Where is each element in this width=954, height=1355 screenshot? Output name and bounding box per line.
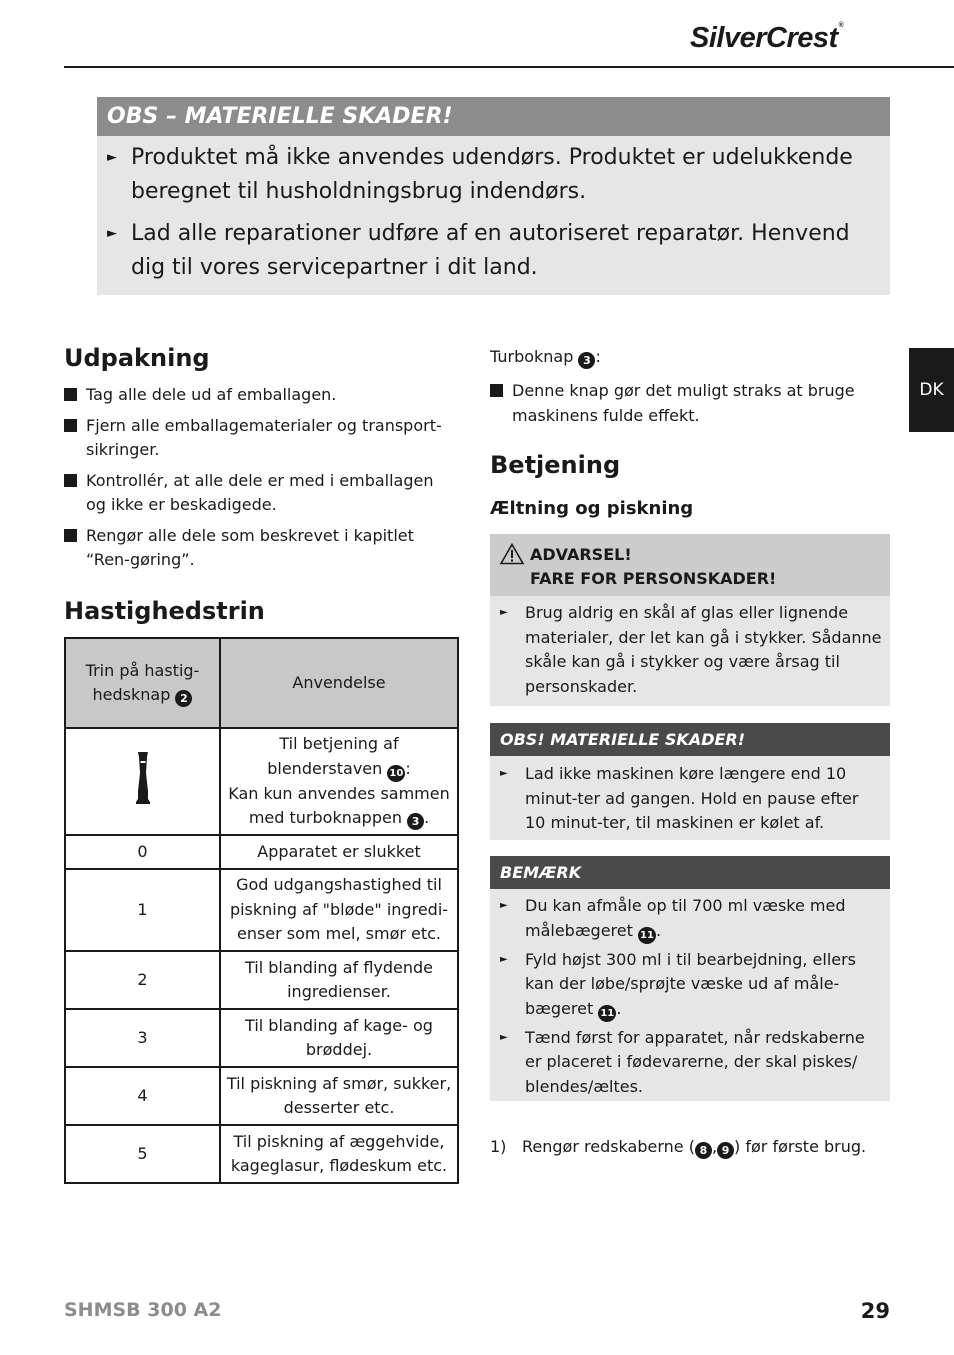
speed-table bbox=[64, 637, 459, 1184]
page-number: 29 bbox=[860, 1299, 890, 1323]
notice-item: ► Lad ikke maskinen køre længere end 10 minut-ter ad gangen. Hold en pause efter 10 minut-ter, til maskinen er kølet af. bbox=[490, 762, 890, 836]
header-rule bbox=[64, 66, 954, 68]
table-row bbox=[65, 1067, 458, 1125]
warning-material-damage bbox=[97, 97, 890, 295]
note-item: ► Tænd først for apparatet, når redskaberne er placeret i fødevarerne, der skal piskes/ blendes/æltes. bbox=[490, 1026, 890, 1100]
bullet-icon bbox=[64, 529, 77, 542]
table-cell bbox=[65, 728, 220, 835]
arrow-icon: ► bbox=[500, 900, 508, 911]
list-item: Rengør alle dele som beskrevet i kapitlet “Ren-gøring”. bbox=[64, 524, 454, 573]
list-item: Tag alle dele ud af emballagen. bbox=[64, 383, 454, 408]
table-row bbox=[65, 951, 458, 1009]
table-cell: 4 bbox=[65, 1067, 220, 1125]
notice-title: OBS! MATERIELLE SKADER! bbox=[490, 723, 890, 756]
arrow-icon: ► bbox=[500, 607, 508, 618]
table-cell: Til blanding af flydende ingredienser. bbox=[220, 951, 458, 1009]
table-row bbox=[65, 1009, 458, 1067]
section-title-speed: Hastighedstrin bbox=[64, 597, 265, 625]
table-cell: Til piskning af smør, sukker, desserter etc. bbox=[220, 1067, 458, 1125]
table-header: Trin på hastig- hedsknap 2 bbox=[65, 638, 220, 728]
hand-blender-icon bbox=[134, 751, 152, 805]
warning-header: ADVARSEL! FARE FOR PERSONSKADER! bbox=[490, 534, 890, 596]
table-row bbox=[65, 869, 458, 951]
warning-item: ► Brug aldrig en skål af glas eller lignende materialer, der let kan gå i stykker. Sådanne skåle kan gå i stykker og være årsag til personskader. bbox=[490, 601, 890, 699]
section-title-unpacking: Udpakning bbox=[64, 344, 210, 372]
note-box bbox=[490, 856, 890, 1101]
warning-triangle-icon bbox=[500, 543, 524, 565]
table-row bbox=[65, 835, 458, 869]
table-cell: 3 bbox=[65, 1009, 220, 1067]
arrow-icon: ► bbox=[500, 768, 508, 779]
subsection-title: Æltning og piskning bbox=[490, 498, 694, 519]
table-header: Anvendelse bbox=[220, 638, 458, 728]
turbo-list bbox=[490, 379, 870, 434]
bullet-icon bbox=[64, 419, 77, 432]
step-1: 1) Rengør redskaberne ( 8 , 9 ) før første brug. bbox=[490, 1137, 867, 1157]
list-item: Fjern alle emballagematerialer og transport-sikringer. bbox=[64, 414, 454, 463]
table-cell: Til blanding af kage- og brøddej. bbox=[220, 1009, 458, 1067]
note-item: ► Du kan afmåle op til 700 ml væske med målebægeret 11 . bbox=[490, 894, 890, 944]
warning-item: ► Lad alle reparationer udføre af en autoriseret reparatør. Henvend dig til vores servicepartner i dit land. bbox=[107, 217, 880, 285]
arrow-icon: ► bbox=[107, 226, 117, 241]
bullet-icon bbox=[64, 388, 77, 401]
warning-title: OBS – MATERIELLE SKADER! bbox=[97, 97, 890, 136]
table-cell: 2 bbox=[65, 951, 220, 1009]
brand-logo: SilverCrest® bbox=[690, 22, 844, 54]
table-cell: God udgangshastighed til piskning af "bløde" ingredi-enser som mel, smør etc. bbox=[220, 869, 458, 951]
table-cell: 0 bbox=[65, 835, 220, 869]
list-item: Kontrollér, at alle dele er med i emballagen og ikke er beskadigede. bbox=[64, 469, 454, 518]
table-cell: Apparatet er slukket bbox=[220, 835, 458, 869]
list-item: Denne knap gør det muligt straks at bruge maskinens fulde effekt. bbox=[490, 379, 870, 428]
language-tab: DK bbox=[909, 348, 954, 432]
warning-personal-injury bbox=[490, 534, 890, 706]
warning-item: ► Produktet må ikke anvendes udendørs. Produktet er udelukkende beregnet til husholdningsbrug indendørs. bbox=[107, 141, 880, 209]
table-row bbox=[65, 728, 458, 835]
note-item: ► Fyld højst 300 ml i til bearbejdning, ellers kan der løbe/sprøjte væske ud af måle-bægeret 11 . bbox=[490, 948, 890, 1022]
arrow-icon: ► bbox=[500, 1031, 508, 1043]
table-row bbox=[65, 1125, 458, 1183]
arrow-icon: ► bbox=[107, 150, 117, 165]
table-cell: 5 bbox=[65, 1125, 220, 1183]
note-title: BEMÆRK bbox=[490, 856, 890, 889]
turbo-label: Turboknap 3 : bbox=[490, 347, 601, 367]
unpacking-list bbox=[64, 383, 454, 579]
arrow-icon: ► bbox=[500, 953, 508, 965]
footer-model: SHMSB 300 A2 bbox=[64, 1299, 222, 1321]
bullet-icon bbox=[490, 384, 503, 397]
table-cell: Til piskning af æggehvide, kageglasur, flødeskum etc. bbox=[220, 1125, 458, 1183]
notice-material-damage bbox=[490, 723, 890, 840]
bullet-icon bbox=[64, 474, 77, 487]
table-cell: 1 bbox=[65, 869, 220, 951]
table-cell: Til betjening af blenderstaven 10 : Kan kun anvendes sammen med turboknappen 3 . bbox=[220, 728, 458, 835]
section-title-operation: Betjening bbox=[490, 451, 621, 479]
